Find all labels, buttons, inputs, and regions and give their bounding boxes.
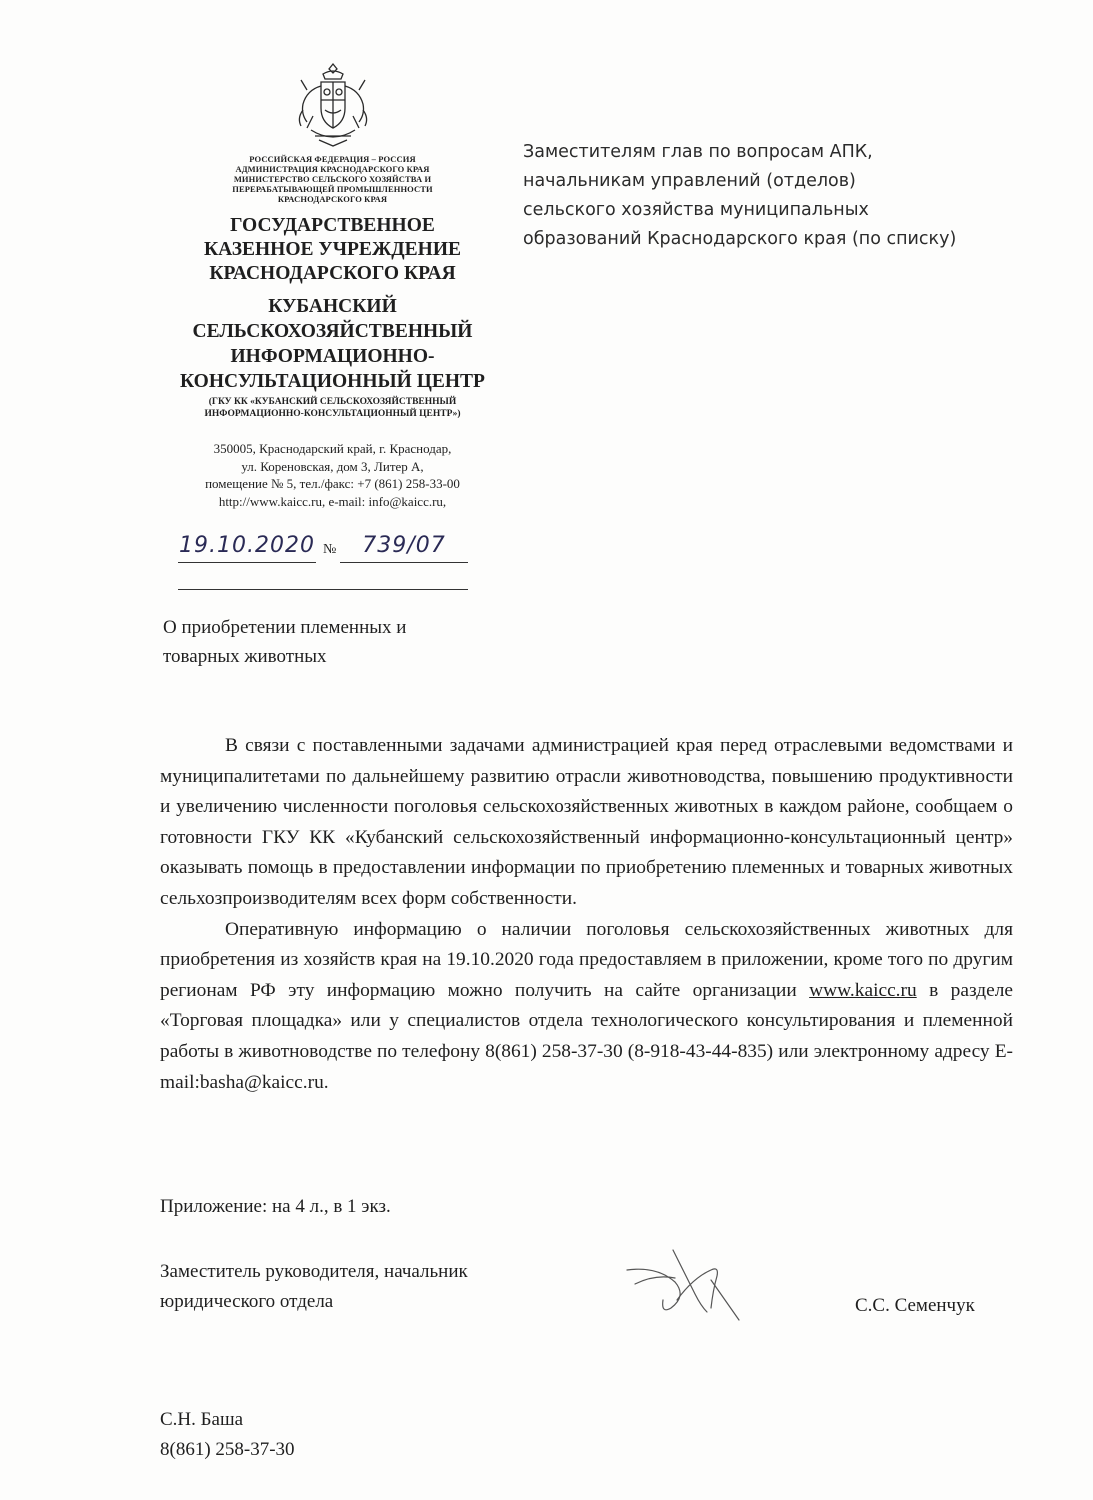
registration-number: 739/07 bbox=[340, 530, 468, 563]
addressee-line: сельского хозяйства муниципальных bbox=[523, 200, 869, 220]
executor-contact bbox=[160, 1405, 295, 1465]
website-link[interactable]: www.kaicc.ru bbox=[809, 979, 917, 1001]
registration-number-sign: № bbox=[323, 542, 337, 557]
addressee-line: образований Краснодарского края (по списку) bbox=[523, 229, 957, 249]
executor-name: С.Н. Баша bbox=[160, 1409, 244, 1430]
organization-short-name bbox=[160, 396, 505, 420]
handwritten-signature-icon bbox=[615, 1240, 765, 1330]
organization-type-line: КРАСНОДАРСКОГО КРАЯ bbox=[209, 263, 456, 284]
signer-position bbox=[160, 1257, 580, 1317]
coat-of-arms-icon bbox=[293, 60, 373, 148]
organization-short-name-line: ИНФОРМАЦИОННО-КОНСУЛЬТАЦИОННЫЙ ЦЕНТР») bbox=[204, 409, 461, 419]
address-line: 350005, Краснодарский край, г. Краснодар, bbox=[213, 441, 452, 456]
attachment-note: Приложение: на 4 л., в 1 экз. bbox=[160, 1196, 391, 1217]
addressee-line: начальникам управлений (отделов) bbox=[523, 171, 856, 191]
address-line: ул. Кореновская, дом 3, Литер А, bbox=[241, 458, 424, 474]
organization-short-name-line: (ГКУ КК «КУБАНСКИЙ СЕЛЬСКОХОЗЯЙСТВЕННЫЙ bbox=[208, 397, 457, 407]
address-line: http://www.kaicc.ru, e-mail: info@kaicc.ru, bbox=[218, 493, 447, 509]
ministry-line: ПЕРЕРАБАТЫВАЮЩЕЙ ПРОМЫШЛЕННОСТИ bbox=[232, 184, 433, 194]
addressee-block bbox=[523, 138, 1043, 254]
letter-body bbox=[160, 731, 1013, 1098]
organization-name-line: ИНФОРМАЦИОННО- bbox=[230, 346, 435, 367]
ministry-line: РОССИЙСКАЯ ФЕДЕРАЦИЯ – РОССИЯ bbox=[249, 154, 416, 164]
body-paragraph-1: В связи с поставленными задачами администрацией края перед отраслевыми ведомствами и муниципалитетами по дальнейшему развитию отрасли животноводства, повышению продуктивности и увеличению численности поголовья сельскохозяйственных животных в каждом районе, сообщаем о готовности ГКУ КК «Кубанский сельскохозяйственный информационно-консультационный центр» оказывать помощь в предоставлении информации по приобретению племенных и товарных животных сельхозпроизводителям всех форм собственности. bbox=[160, 735, 1013, 909]
signer-name: С.С. Семенчук bbox=[855, 1295, 975, 1316]
organization-type bbox=[160, 214, 505, 286]
subject-line: О приобретении племенных и bbox=[163, 617, 407, 638]
body-paragraph-2 bbox=[160, 915, 1013, 1099]
registration-line bbox=[178, 530, 468, 564]
letter-subject bbox=[163, 613, 493, 671]
organization-name-line: КОНСУЛЬТАЦИОННЫЙ ЦЕНТР bbox=[180, 371, 485, 392]
ministry-line: КРАСНОДАРСКОГО КРАЯ bbox=[277, 194, 388, 204]
organization-name bbox=[160, 294, 505, 394]
organization-address bbox=[160, 440, 505, 510]
ministry-line: МИНИСТЕРСТВО СЕЛЬСКОГО ХОЗЯЙСТВА И bbox=[233, 174, 432, 184]
paragraph-2-text-end: в разделе «Торговая площадка» или у специалистов отдела технологического консультирования и племенной работы в животноводстве по телефону 8(861) 258-37-30 (8-918-43-44-835) или электронному адресу E-mail:basha@kaicc.ru. bbox=[160, 979, 1014, 1093]
organization-type-line: КАЗЕННОЕ УЧРЕЖДЕНИЕ bbox=[203, 239, 461, 260]
addressee-line: Заместителям глав по вопросам АПК, bbox=[523, 142, 873, 162]
ministry-header bbox=[160, 154, 505, 204]
organization-name-line: СЕЛЬСКОХОЗЯЙСТВЕННЫЙ bbox=[192, 321, 473, 342]
paragraph-2-text-start: Оперативную информацию о наличии поголовья сельскохозяйственных животных для приобретения из хозяйств края на 19.10.2020 года предоставляем в приложении, кроме того по другим регионам РФ эту информацию можно получить на сайте организации bbox=[160, 918, 1013, 1001]
registration-date: 19.10.2020 bbox=[178, 530, 316, 563]
executor-phone: 8(861) 258-37-30 bbox=[160, 1439, 295, 1460]
address-line: помещение № 5, тел./факс: +7 (861) 258-33-00 bbox=[205, 476, 460, 491]
subject-line: товарных животных bbox=[163, 646, 327, 667]
organization-type-line: ГОСУДАРСТВЕННОЕ bbox=[230, 215, 435, 236]
signer-position-line: юридического отдела bbox=[160, 1291, 334, 1312]
registration-underline bbox=[178, 589, 468, 590]
signer-position-line: Заместитель руководителя, начальник bbox=[160, 1261, 468, 1282]
organization-name-line: КУБАНСКИЙ bbox=[268, 296, 397, 317]
letterhead bbox=[160, 60, 505, 510]
ministry-line: АДМИНИСТРАЦИЯ КРАСНОДАРСКОГО КРАЯ bbox=[235, 164, 430, 174]
